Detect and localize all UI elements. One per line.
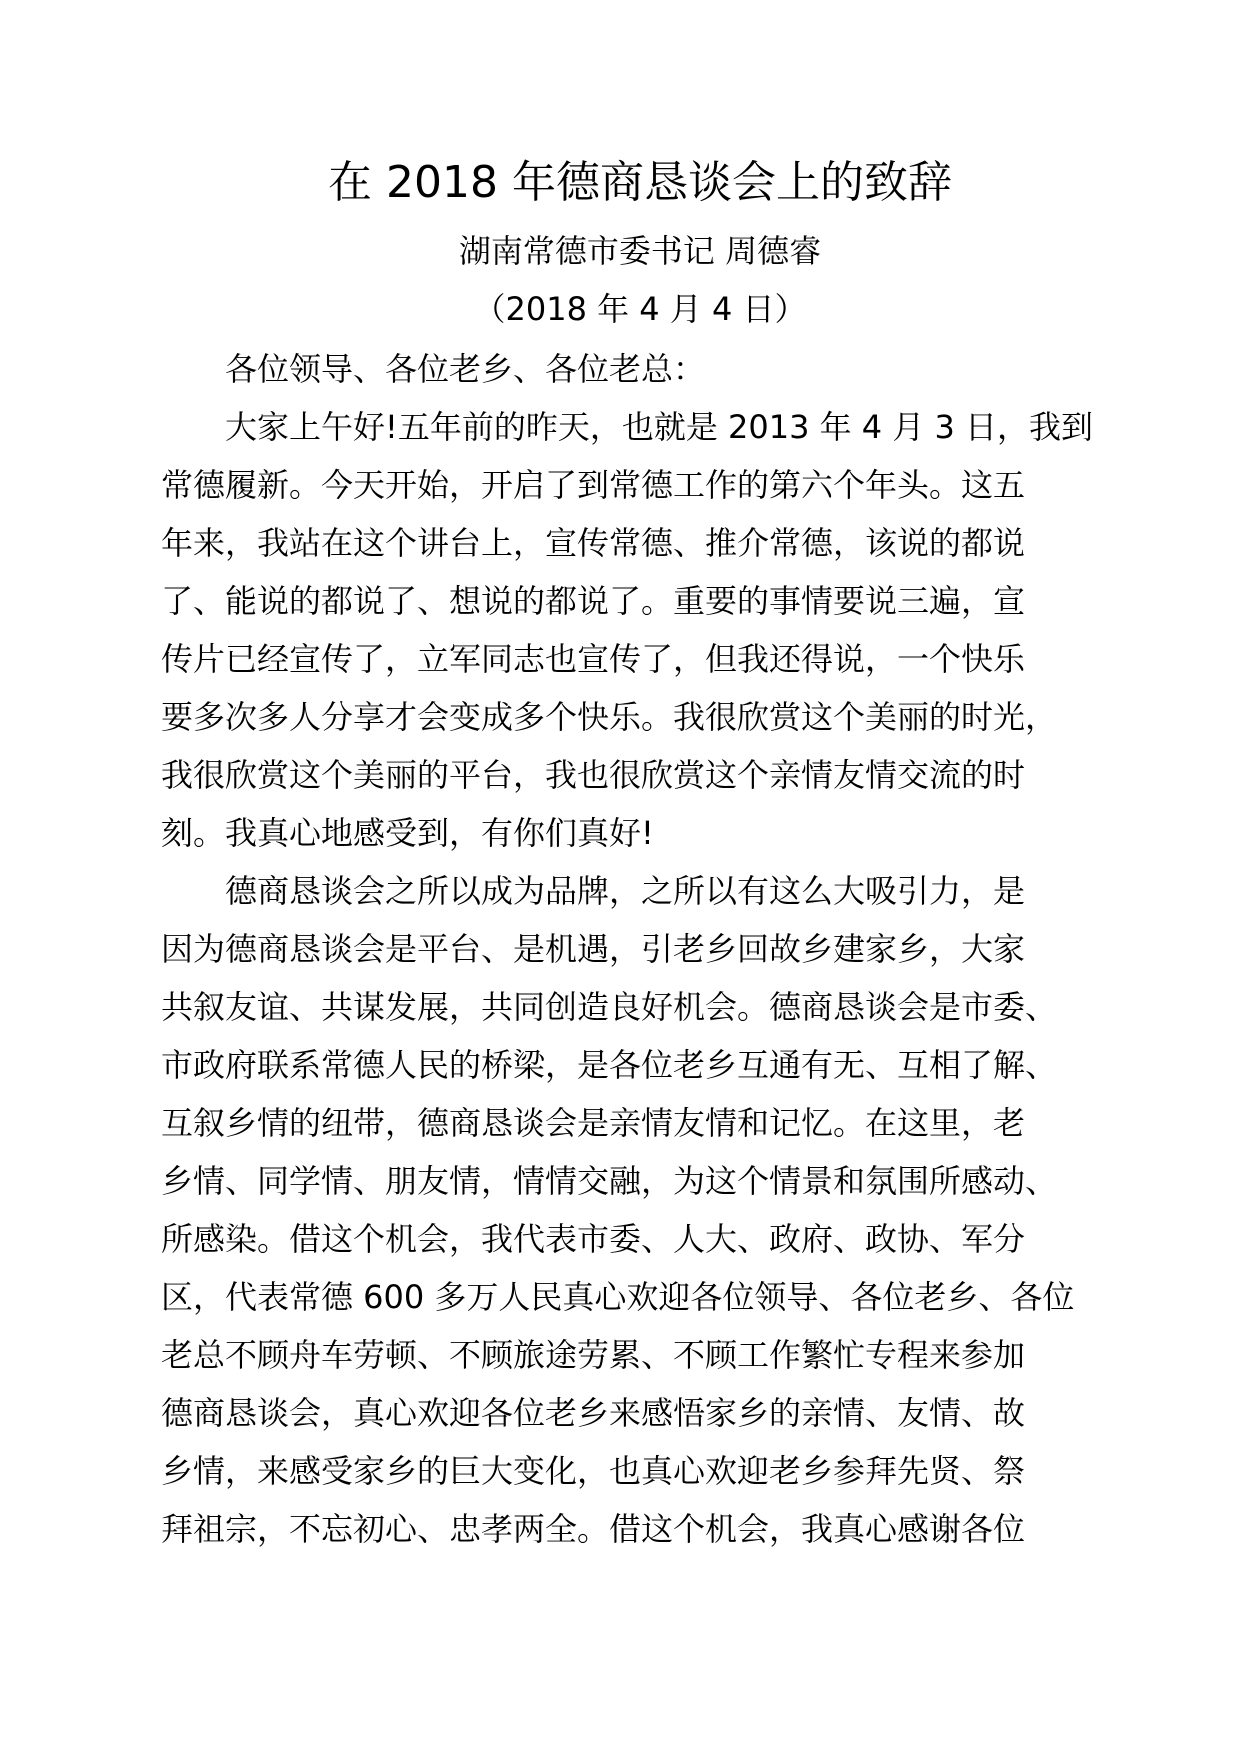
paragraph-line: 互叙乡情的纽带，德商恳谈会是亲情友情和记忆。在这里，老 (161, 1104, 1026, 1142)
paragraph-line: 要多次多人分享才会变成多个快乐。我很欣赏这个美丽的时光， (161, 698, 1058, 736)
paragraph-line: 大家上午好!五年前的昨天，也就是 2013 年 4 月 3 日，我到 (225, 408, 1094, 446)
document-author: 湖南常德市委书记 周德睿 (458, 232, 822, 270)
paragraph-line: 德商恳谈会，真心欢迎各位老乡来感悟家乡的亲情、友情、故 (161, 1394, 1026, 1432)
paragraph-line: 拜祖宗，不忘初心、忠孝两全。借这个机会，我真心感谢各位 (161, 1510, 1026, 1548)
paragraph-line: 老总不顾舟车劳顿、不顾旅途劳累、不顾工作繁忙专程来参加 (161, 1336, 1026, 1374)
paragraph-line: 共叙友谊、共谋发展，共同创造良好机会。德商恳谈会是市委、 (161, 988, 1058, 1026)
paragraph-line: 乡情、同学情、朋友情，情情交融，为这个情景和氛围所感动、 (161, 1162, 1058, 1200)
document-title: 在 2018 年德商恳谈会上的致辞 (328, 157, 952, 208)
document-body (161, 340, 1096, 1558)
paragraph-line: 区，代表常德 600 多万人民真心欢迎各位领导、各位老乡、各位 (161, 1278, 1075, 1316)
paragraph-line: 所感染。借这个机会，我代表市委、人大、政府、政协、军分 (161, 1220, 1026, 1258)
paragraph-line: 传片已经宣传了，立军同志也宣传了，但我还得说，一个快乐 (161, 640, 1026, 678)
paragraph-line: 了、能说的都说了、想说的都说了。重要的事情要说三遍，宣 (161, 582, 1026, 620)
paragraph-line: 常德履新。今天开始，开启了到常德工作的第六个年头。这五 (161, 466, 1026, 504)
paragraph-line: 我很欣赏这个美丽的平台，我也很欣赏这个亲情友情交流的时 (161, 756, 1026, 794)
paragraph-line: 市政府联系常德人民的桥梁，是各位老乡互通有无、互相了解、 (161, 1046, 1058, 1084)
paragraph-line: 年来，我站在这个讲台上，宣传常德、推介常德，该说的都说 (161, 524, 1026, 562)
document-date: （2018 年 4 月 4 日） (473, 290, 807, 328)
salutation-line: 各位领导、各位老乡、各位老总： (225, 350, 706, 388)
paragraph-line: 德商恳谈会之所以成为品牌，之所以有这么大吸引力，是 (225, 872, 1026, 910)
paragraph-line: 刻。我真心地感受到，有你们真好! (161, 814, 654, 852)
paragraph-line: 因为德商恳谈会是平台、是机遇，引老乡回故乡建家乡，大家 (161, 930, 1026, 968)
paragraph-line: 乡情，来感受家乡的巨大变化，也真心欢迎老乡参拜先贤、祭 (161, 1452, 1026, 1490)
